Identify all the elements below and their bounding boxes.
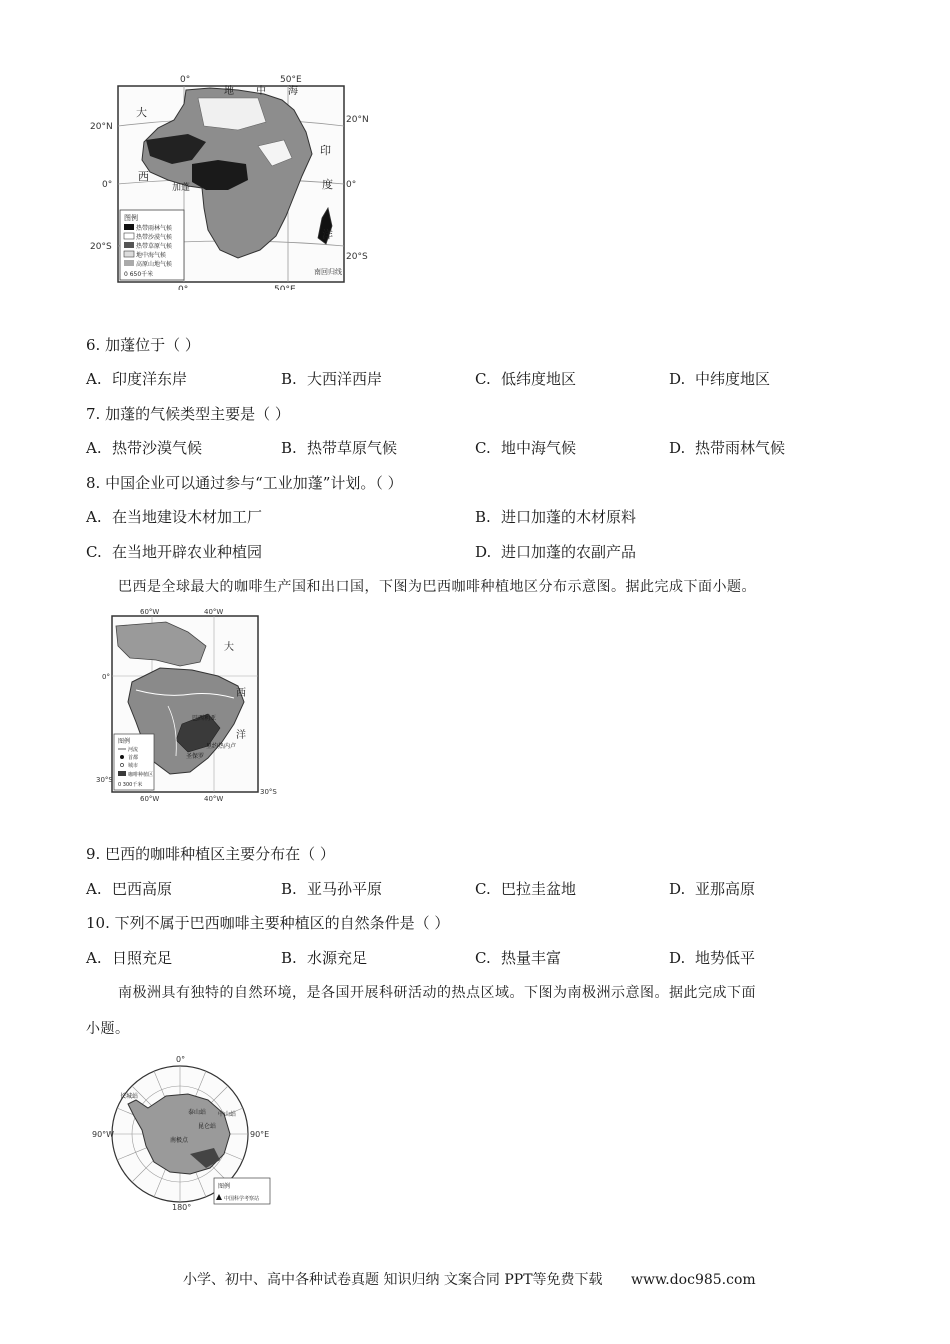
svg-text:中国科学考察站: 中国科学考察站 [224, 1196, 260, 1202]
q9-option-b[interactable]: B. 亚马孙平原 [281, 880, 383, 898]
africa-legend [120, 210, 184, 280]
svg-text:图例: 图例 [124, 214, 138, 222]
meridian-180: 180° [172, 1203, 192, 1210]
question-10-stem: 10. 下列不属于巴西咖啡主要种植区的自然条件是（ ） [86, 914, 450, 932]
q8-option-a[interactable]: A. 在当地建设木材加工厂 [86, 508, 263, 526]
antarctica-legend [214, 1178, 270, 1204]
place-label-zhong: 中 [256, 86, 266, 97]
brazil-lon-top-1: 40°W [204, 608, 224, 616]
brazil-lat-0: 0° [102, 673, 110, 681]
q10-option-d[interactable]: D. 地势低平 [669, 949, 756, 967]
question-7-stem: 7. 加蓬的气候类型主要是（ ） [86, 405, 290, 423]
station-zhongshan: 中山站 [218, 1111, 237, 1118]
brazil-place-saopaulo: 圣保罗 [186, 753, 205, 760]
brazil-lon-bottom-0: 60°W [140, 795, 160, 802]
q8-option-d[interactable]: D. 进口加蓬的农副产品 [475, 543, 637, 561]
lat-label-right-1: 0° [346, 180, 357, 190]
q8-option-c[interactable]: C. 在当地开辟农业种植园 [86, 543, 263, 561]
antarctica-intro-line2: 小题。 [86, 1021, 130, 1037]
place-label-gabon: 加蓬 [172, 183, 191, 193]
africa-map-figure [88, 68, 370, 290]
svg-text:0 650千米: 0 650千米 [124, 271, 154, 278]
question-9-stem: 9. 巴西的咖啡种植区主要分布在（ ） [86, 845, 335, 863]
q9-option-d[interactable]: D. 亚那高原 [669, 880, 756, 898]
meridian-90w: 90°W [92, 1130, 115, 1139]
svg-text:热带沙漠气候: 热带沙漠气候 [136, 234, 173, 241]
svg-text:河流: 河流 [128, 747, 139, 753]
q6-option-b[interactable]: B. 大西洋西岸 [281, 370, 383, 388]
meridian-0: 0° [176, 1055, 186, 1064]
brazil-place-da: 大 [224, 642, 234, 653]
q7-option-c[interactable]: C. 地中海气候 [475, 439, 577, 457]
place-label-xi: 西 [138, 170, 149, 183]
q9-option-a[interactable]: A. 巴西高原 [86, 880, 173, 898]
svg-text:首都: 首都 [128, 755, 139, 761]
brazil-lon-top-0: 60°W [140, 608, 160, 616]
q7-option-a[interactable]: A. 热带沙漠气候 [86, 439, 203, 457]
antarctica-map-figure [90, 1050, 290, 1210]
brazil-legend [114, 734, 154, 790]
brazil-place-yang: 洋 [236, 730, 246, 741]
q10-option-c[interactable]: C. 热量丰富 [475, 949, 562, 967]
place-label-yin: 印 [320, 144, 331, 157]
station-taishan: 泰山站 [188, 1109, 207, 1116]
question-8-stem: 8. 中国企业可以通过参与“工业加蓬”计划。（ ） [86, 474, 403, 492]
q10-option-b[interactable]: B. 水源充足 [281, 949, 368, 967]
svg-text:0 300千米: 0 300千米 [118, 782, 143, 788]
antarctica-intro-line1: 南极洲具有独特的自然环境，是各国开展科研活动的热点区域。下图为南极洲示意图。据此完成下面 [118, 985, 756, 1001]
q6-option-d[interactable]: D. 中纬度地区 [669, 370, 771, 388]
q10-option-a[interactable]: A. 日照充足 [86, 949, 173, 967]
q7-option-d[interactable]: D. 热带雨林气候 [669, 439, 786, 457]
lon-label-top-1: 50°E [280, 75, 302, 85]
place-label-di: 地 [224, 86, 234, 97]
svg-text:热带草原气候: 热带草原气候 [136, 243, 173, 250]
question-6-stem: 6. 加蓬位于（ ） [86, 336, 200, 354]
brazil-place-xi: 西 [236, 688, 246, 699]
brazil-lat-2: 30°S [260, 788, 277, 796]
station-great-wall: 长城站 [120, 1093, 139, 1100]
footer-url-link[interactable]: www.doc985.com [630, 1272, 756, 1288]
place-label-da: 大 [136, 106, 147, 119]
corner-text: 南回归线 [314, 268, 342, 276]
place-label-yang: 洋 [322, 228, 333, 241]
lon-label-bottom-0: 0° [178, 285, 189, 290]
svg-text:热带雨林气候: 热带雨林气候 [136, 225, 173, 232]
south-pole: 南极点 [170, 1137, 189, 1144]
place-label-du: 度 [322, 178, 333, 191]
svg-text:图例: 图例 [218, 1183, 231, 1190]
brazil-map-figure [96, 606, 282, 802]
svg-text:城市: 城市 [128, 763, 139, 769]
q9-option-c[interactable]: C. 巴拉圭盆地 [475, 880, 577, 898]
svg-text:图例: 图例 [118, 738, 131, 745]
meridian-90e: 90°E [250, 1130, 270, 1139]
q8-option-b[interactable]: B. 进口加蓬的木材原料 [475, 508, 637, 526]
q7-option-b[interactable]: B. 热带草原气候 [281, 439, 398, 457]
station-kunlun: 昆仑站 [198, 1123, 217, 1130]
brazil-intro-text: 巴西是全球最大的咖啡生产国和出口国，下图为巴西咖啡种植地区分布示意图。据此完成下面小题。 [118, 579, 756, 595]
page-footer [183, 1270, 756, 1290]
svg-text:地中海气候: 地中海气候 [136, 252, 167, 259]
lon-label-top-0: 0° [180, 75, 191, 85]
lat-label-right-0: 20°N [346, 115, 369, 125]
place-label-hai: 海 [288, 86, 298, 97]
svg-text:咖啡种植区: 咖啡种植区 [128, 772, 154, 778]
brazil-lat-1: 30°S [96, 776, 113, 784]
lat-label-left-0: 20°N [90, 122, 113, 132]
lat-label-left-1: 0° [102, 180, 113, 190]
q6-option-a[interactable]: A. 印度洋东岸 [86, 370, 188, 388]
lat-label-right-2: 20°S [346, 252, 368, 262]
footer-text: 小学、初中、高中各种试卷真题 知识归纳 文案合同 PPT等免费下载 [183, 1272, 603, 1288]
lon-label-bottom-1: 50°E [274, 285, 296, 290]
lat-label-left-2: 20°S [90, 242, 112, 252]
q6-option-c[interactable]: C. 低纬度地区 [475, 370, 577, 388]
brazil-place-rio: 里约热内卢 [206, 743, 237, 750]
brazil-place-brasilia: 巴西利亚 [192, 715, 217, 722]
brazil-lon-bottom-1: 40°W [204, 795, 224, 802]
svg-text:高原山地气候: 高原山地气候 [136, 261, 173, 268]
